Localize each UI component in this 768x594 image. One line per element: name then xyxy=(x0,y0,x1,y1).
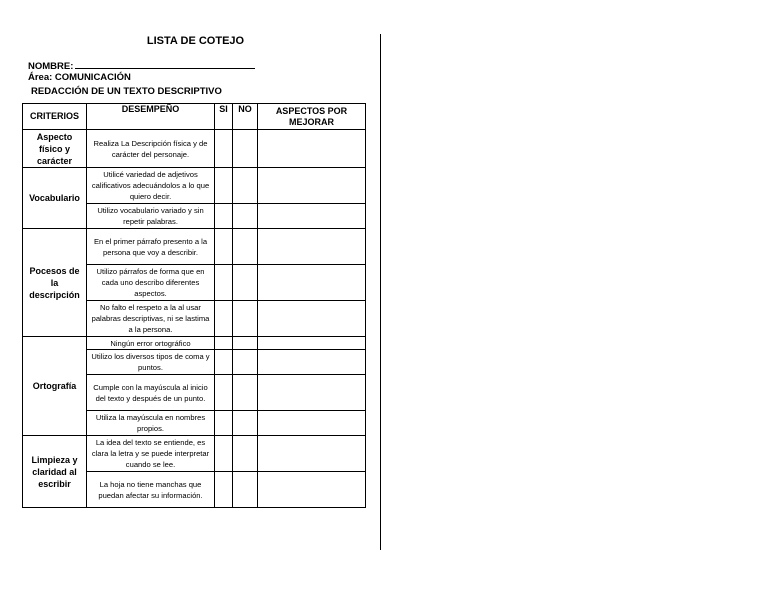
si-checkbox[interactable] xyxy=(215,436,233,472)
si-checkbox[interactable] xyxy=(215,168,233,204)
nombre-blank xyxy=(75,59,255,69)
header-criterios: CRITERIOS xyxy=(23,104,87,130)
improvement-field[interactable] xyxy=(258,301,366,337)
performance-item: Utilizo vocabulario variado y sin repetir palabras. xyxy=(87,204,215,229)
si-checkbox[interactable] xyxy=(215,130,233,168)
document-subtitle: REDACCIÓN DE UN TEXTO DESCRIPTIVO xyxy=(31,86,222,97)
no-checkbox[interactable] xyxy=(233,229,258,265)
no-checkbox[interactable] xyxy=(233,436,258,472)
table-row xyxy=(23,337,366,350)
nombre-line xyxy=(28,59,255,72)
no-checkbox[interactable] xyxy=(233,204,258,229)
table-row xyxy=(23,436,366,472)
performance-item: Utilizo párrafos de forma que en cada uno describo diferentes aspectos. xyxy=(87,265,215,301)
si-checkbox[interactable] xyxy=(215,301,233,337)
improvement-field[interactable] xyxy=(258,265,366,301)
improvement-field[interactable] xyxy=(258,229,366,265)
header-desempeno: DESEMPEÑO xyxy=(87,104,215,130)
performance-item: Cumple con la mayúscula al inicio del texto y después de un punto. xyxy=(87,375,215,411)
no-checkbox[interactable] xyxy=(233,265,258,301)
performance-item: Utilizo los diversos tipos de coma y puntos. xyxy=(87,350,215,375)
performance-item: La idea del texto se entiende, es clara la letra y se puede interpretar cuando se lee. xyxy=(87,436,215,472)
checklist-table xyxy=(22,103,366,508)
performance-item: No falto el respeto a la al usar palabras descriptivas, ni se lastima a la persona. xyxy=(87,301,215,337)
table-row xyxy=(23,130,366,168)
improvement-field[interactable] xyxy=(258,411,366,436)
performance-item: Utilicé variedad de adjetivos calificativos adecuándolos a lo que quiero decir. xyxy=(87,168,215,204)
si-checkbox[interactable] xyxy=(215,229,233,265)
performance-item: Utiliza la mayúscula en nombres propios. xyxy=(87,411,215,436)
criterion-ortografia: Ortografía xyxy=(23,337,87,436)
header-no: NO xyxy=(233,104,258,130)
performance-item: Ningún error ortográfico xyxy=(87,337,215,350)
no-checkbox[interactable] xyxy=(233,350,258,375)
page-title: LISTA DE COTEJO xyxy=(146,35,245,47)
nombre-label: NOMBRE: xyxy=(28,61,74,72)
improvement-field[interactable] xyxy=(258,130,366,168)
si-checkbox[interactable] xyxy=(215,350,233,375)
header-aspectos: ASPECTOS POR MEJORAR xyxy=(258,104,366,130)
improvement-field[interactable] xyxy=(258,436,366,472)
header-si: SI xyxy=(215,104,233,130)
performance-item: La hoja no tiene manchas que puedan afectar su información. xyxy=(87,472,215,508)
page-divider xyxy=(380,34,381,550)
criterion-aspecto: Aspecto físico y carácter xyxy=(23,130,87,168)
no-checkbox[interactable] xyxy=(233,411,258,436)
si-checkbox[interactable] xyxy=(215,337,233,350)
improvement-field[interactable] xyxy=(258,375,366,411)
header-row xyxy=(23,104,366,130)
area-label: Área: COMUNICACIÓN xyxy=(28,72,131,83)
si-checkbox[interactable] xyxy=(215,472,233,508)
si-checkbox[interactable] xyxy=(215,375,233,411)
improvement-field[interactable] xyxy=(258,337,366,350)
no-checkbox[interactable] xyxy=(233,375,258,411)
criterion-limpieza: Limpieza y claridad al escribir xyxy=(23,436,87,508)
no-checkbox[interactable] xyxy=(233,301,258,337)
si-checkbox[interactable] xyxy=(215,204,233,229)
criterion-vocabulario: Vocabulario xyxy=(23,168,87,229)
si-checkbox[interactable] xyxy=(215,265,233,301)
no-checkbox[interactable] xyxy=(233,130,258,168)
improvement-field[interactable] xyxy=(258,168,366,204)
improvement-field[interactable] xyxy=(258,350,366,375)
si-checkbox[interactable] xyxy=(215,411,233,436)
no-checkbox[interactable] xyxy=(233,337,258,350)
criterion-procesos: Pocesos de la descripción xyxy=(23,229,87,337)
table-row xyxy=(23,168,366,204)
table-row xyxy=(23,229,366,265)
performance-item: Realiza La Descripción física y de carácter del personaje. xyxy=(87,130,215,168)
improvement-field[interactable] xyxy=(258,204,366,229)
performance-item: En el primer párrafo presento a la persona que voy a describir. xyxy=(87,229,215,265)
no-checkbox[interactable] xyxy=(233,472,258,508)
no-checkbox[interactable] xyxy=(233,168,258,204)
improvement-field[interactable] xyxy=(258,472,366,508)
